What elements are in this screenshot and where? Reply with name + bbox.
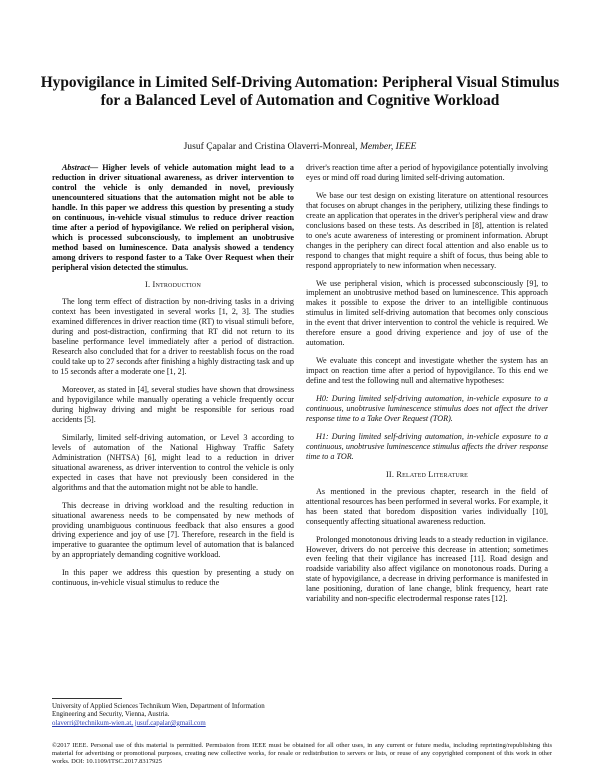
paragraph: Moreover, as stated in [4], several studies have shown that drowsiness and hypovigilance while manually operating a vehicle frequently occur during highway driving and might be responsible for serious road accidents [5]. [52,385,294,424]
footnote-rule [52,698,122,699]
footnote-affiliation: University of Applied Sciences Technikum Wien, Department of Information Engineering and Security, Vienna, Austria. [52,703,265,719]
footnote-email-link[interactable]: olaverri@technikum-wien.at, jusuf.capalar@gmail.com [52,719,206,727]
paragraph: As mentioned in the previous chapter, research in the field of attentional resources has been performed in several works. For example, it has been stated that boredom disposition varies individually [10], consequently affecting situational awareness reduction. [306,486,548,526]
author-line [40,141,560,152]
paragraph: We use peripheral vision, which is processed subconsciously [9], to implement an unobtrusive method based on luminescence. This approach makes it possible to expose the driver to an intelligible continuous stimulus in limited self-driving automation that becomes only conscious in the event that driver intervention to control the vehicle is required. We therefore ensure a good driving experience and joy of use of the automation. [306,278,548,348]
right-column [306,163,548,612]
paragraph: We base our test design on existing literature on attentional resources that focuses on abrupt changes in the periphery, utilizing these findings to create an application that operates in the driver's peripheral view and draw conclusions based on these tests. As described in [8], attention is related to one's acute awareness of interesting or prominent information. Abrupt changes in the periphery can direct focal attention and also enable us to respond to changes that might require a shift of focus, thus being able to respond appropriately to new information when necessary. [306,190,548,270]
paragraph: Similarly, limited self-driving automation, or Level 3 according to levels of automation of the National Highway Traffic Safety Administration (NHTSA) [6], might lead to a reduction in driver situational awareness, as driver intervention to control the vehicle is only expected in cases that have not previously been considered in the algorithms and that the automation might not be able to handle. [52,432,294,492]
author-role: Member, IEEE [359,141,417,152]
copyright-notice: ©2017 IEEE. Personal use of this material is permitted. Permission from IEEE must be obtained for all other uses, in any current or future media, including reprinting/republishing this material for advertising or promotional purposes, creating new collective works, for resale or redistribution to servers or lists, or reuse of any copyrighted component of this work in other works. DOI: 10.1109/ITSC.2017.8317925 [52,742,552,766]
abstract-label: Abstract— [62,163,99,172]
abstract [52,163,294,272]
section-heading-introduction: I. Introduction [144,280,201,290]
hypothesis-h0: H0: During limited self-driving automation, in-vehicle exposure to a continuous, unobtrusive luminescence stimulus does not affect the driver response time to a Take Over Request (TOR). [306,394,548,423]
abstract-text: Higher levels of vehicle automation might lead to a reduction in driver situational awareness, as driver intervention to control the vehicle is only demanded in novel, previously unencountered situations that the automation might not be able to handle. In this paper we address this question by presenting a study on continuous, in-vehicle visual stimulus to reduce driver reaction time after a period of hypovigilance. We relied on peripheral vision, which is processed subconsciously, to implement an unobtrusive method based on luminescence. Data analysis showed a tendency among drivers to respond faster to a Take Over Request when their peripheral vision detected the stimulus. [52,163,294,272]
paragraph: This decrease in driving workload and the resulting reduction in situational awareness needs to be compensated by new methods of providing unambiguous continuous feedback that also ensures a good driving experience and joy of use [7]. Therefore, research in the field is imperative to guarantee the optimum level of automation that is balanced by an appropriately demanding cognitive workload. [52,500,294,560]
paragraph: The long term effect of distraction by non-driving tasks in a driving context has been investigated in several works [1, 2, 3]. The studies examined differences in driver reaction time (RT) to visual stimuli before, during and post-distraction, confirming that RT did not return to its baseline performance level immediately after a period of distraction. Research also concluded that for a driver to reestablish focus on the road could take up to 27 seconds after finishing a highly distracting task and up to 15 seconds after a moderate one [1, 2]. [52,297,294,377]
paragraph: We evaluate this concept and investigate whether the system has an impact on reaction time after a period of hypovigilance. To this end we define and test the following null and alternative hypotheses: [306,356,548,386]
author-names: Jusuf Çapalar and Cristina Olaverri-Monreal, [183,141,358,152]
section-heading-related-literature: II. Related Literature [385,469,469,479]
paragraph: Prolonged monotonous driving leads to a steady reduction in vigilance. However, drivers do not perceive this decrease in attention; sometimes even feeling that their vigilance has increased [11]. Road design and roadside variability also affect vigilance on monotonous roads. During a state of hypovigilance, a decrease in driving performance is manifested in lane positioning, duration of lane change, blink frequency, heart rate variability and non-specific electrodermal response rates [12]. [306,534,548,604]
footnote [52,698,294,728]
hypothesis-h1: H1: During limited self-driving automation, in-vehicle exposure to a continuous, unobtrusive luminescence stimulus affects the driver response time to a TOR. [306,431,548,461]
paragraph: driver's reaction time after a period of hypovigilance potentially involving eyes or mind off road during limited self-driving automation. [306,163,548,182]
paper-title: Hypovigilance in Limited Self-Driving Automation: Peripheral Visual Stimulus for a Balanced Level of Automation and Cognitive Workload [40,74,560,109]
paragraph: In this paper we address this question by presenting a study on continuous, in-vehicle visual stimulus to reduce the [52,568,294,588]
left-column [52,163,294,596]
